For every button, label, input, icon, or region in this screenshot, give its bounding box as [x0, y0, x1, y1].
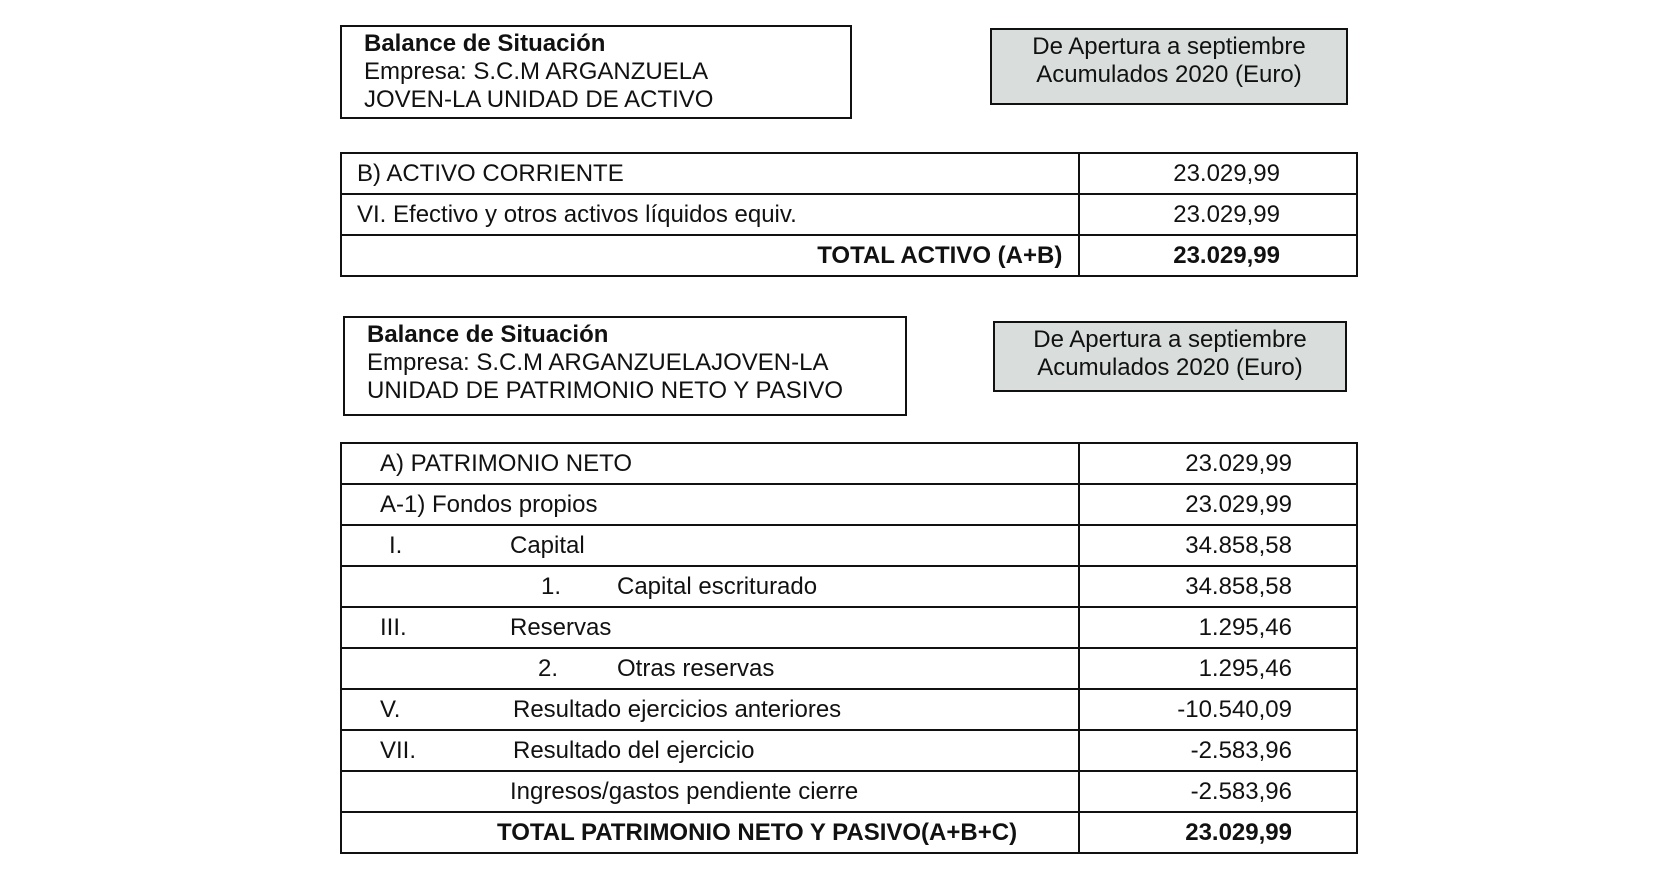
row-label-text: Reservas	[510, 613, 612, 641]
row-value: 34.858,58	[1079, 525, 1357, 566]
table-row	[341, 689, 1357, 730]
row-value: 1.295,46	[1079, 607, 1357, 648]
row-number: VII.	[380, 736, 417, 764]
total-row	[341, 812, 1357, 853]
row-label-text: VI. Efectivo y otros activos líquidos equiv.	[357, 200, 797, 228]
row-number: III.	[380, 613, 407, 641]
pasivo-header-title: Balance de Situación	[367, 321, 609, 348]
row-label-text: B) ACTIVO CORRIENTE	[357, 159, 624, 187]
row-label	[341, 812, 1079, 853]
row-value: 34.858,58	[1079, 566, 1357, 607]
row-label-text: Resultado del ejercicio	[513, 736, 755, 764]
row-label-text: A) PATRIMONIO NETO	[380, 449, 633, 477]
table-row	[341, 194, 1357, 235]
row-label-text: Ingresos/gastos pendiente cierre	[510, 777, 859, 805]
row-label	[341, 648, 1079, 689]
row-label-text: A-1) Fondos propios	[380, 490, 598, 518]
total-row	[341, 235, 1357, 276]
row-label	[341, 771, 1079, 812]
table-row	[341, 771, 1357, 812]
row-label	[341, 525, 1079, 566]
total-activo-value: 23.029,99	[1079, 235, 1357, 276]
total-pasivo-value: 23.029,99	[1079, 812, 1357, 853]
pasivo-period-box	[993, 321, 1347, 392]
activo-header-unit: JOVEN-LA UNIDAD DE ACTIVO	[364, 86, 714, 113]
activo-period-line2: Acumulados 2020 (Euro)	[1036, 61, 1302, 88]
table-row	[341, 525, 1357, 566]
row-label-text: Capital	[510, 531, 585, 559]
pasivo-header-company: Empresa: S.C.M ARGANZUELAJOVEN-LA	[367, 349, 829, 376]
row-number: 1.	[541, 572, 562, 600]
pasivo-table	[340, 442, 1358, 854]
row-value: -2.583,96	[1079, 771, 1357, 812]
table-row	[341, 443, 1357, 484]
row-label	[341, 484, 1079, 525]
row-value: -2.583,96	[1079, 730, 1357, 771]
pasivo-period-line2: Acumulados 2020 (Euro)	[1037, 354, 1303, 381]
row-number: I.	[389, 531, 403, 559]
row-label-text: Otras reservas	[617, 654, 775, 682]
activo-header-box	[340, 25, 852, 119]
row-value: 23.029,99	[1079, 443, 1357, 484]
row-label-text: Capital escriturado	[617, 572, 818, 600]
row-value: 23.029,99	[1079, 194, 1357, 235]
row-label	[341, 689, 1079, 730]
total-pasivo-label: TOTAL PATRIMONIO NETO Y PASIVO(A+B+C)	[497, 818, 1018, 846]
activo-period-box	[990, 28, 1348, 105]
table-row	[341, 730, 1357, 771]
pasivo-header-box	[343, 316, 907, 416]
activo-table	[340, 152, 1358, 277]
pasivo-period-line1: De Apertura a septiembre	[1033, 326, 1307, 353]
activo-header-title: Balance de Situación	[364, 30, 606, 57]
table-row	[341, 484, 1357, 525]
row-number: V.	[380, 695, 401, 723]
row-label	[341, 443, 1079, 484]
table-row	[341, 648, 1357, 689]
row-value: 23.029,99	[1079, 484, 1357, 525]
row-label	[341, 607, 1079, 648]
row-label-text: Resultado ejercicios anteriores	[513, 695, 842, 723]
row-label	[341, 730, 1079, 771]
row-number: 2.	[538, 654, 559, 682]
row-label	[341, 153, 1079, 194]
pasivo-header-unit: UNIDAD DE PATRIMONIO NETO Y PASIVO	[367, 377, 844, 404]
row-label	[341, 194, 1079, 235]
row-value: 23.029,99	[1079, 153, 1357, 194]
activo-header-company: Empresa: S.C.M ARGANZUELA	[364, 58, 709, 85]
row-label	[341, 566, 1079, 607]
table-row	[341, 607, 1357, 648]
total-activo-label: TOTAL ACTIVO (A+B)	[341, 235, 1079, 276]
activo-period-line1: De Apertura a septiembre	[1032, 33, 1306, 60]
table-row	[341, 153, 1357, 194]
table-row	[341, 566, 1357, 607]
row-value: -10.540,09	[1079, 689, 1357, 730]
row-value: 1.295,46	[1079, 648, 1357, 689]
